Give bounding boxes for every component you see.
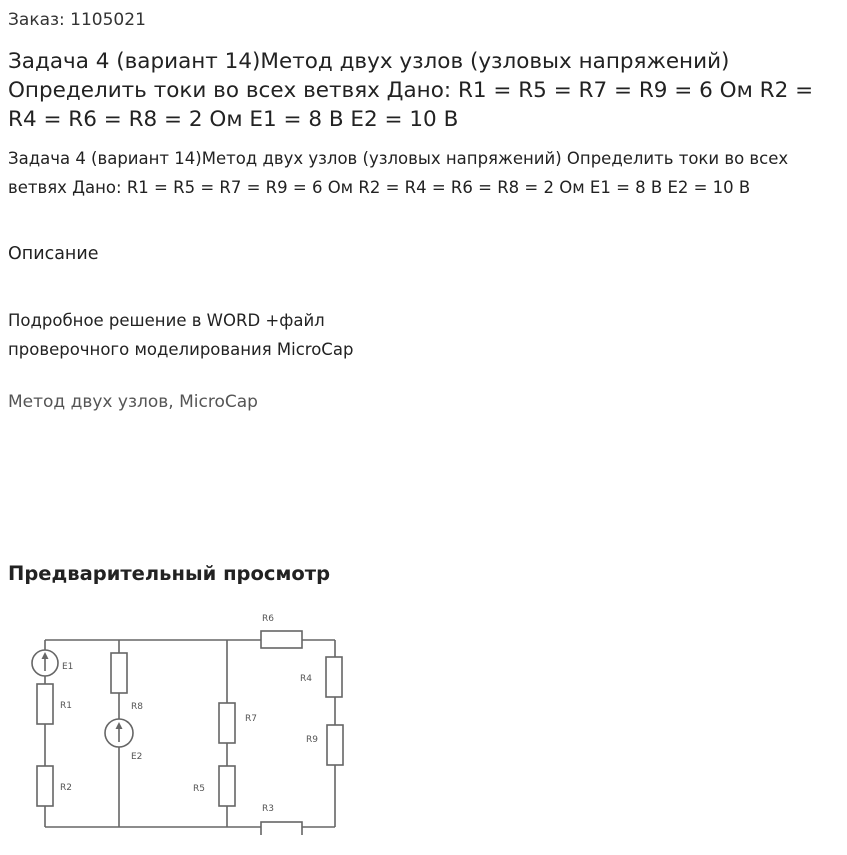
preview-heading: Предварительный просмотр — [8, 562, 331, 585]
resistor-r9 — [327, 725, 343, 765]
resistor-r1 — [37, 684, 53, 724]
order-number: Заказ: 1105021 — [8, 10, 146, 30]
tag-separator: , — [168, 392, 180, 412]
label-r1: R1 — [60, 701, 72, 711]
description-line-1: Подробное решение в WORD +файл — [8, 311, 325, 330]
voltage-source-e2 — [105, 719, 133, 747]
voltage-source-e1 — [32, 650, 58, 676]
label-r6: R6 — [262, 614, 274, 624]
description-text — [8, 307, 608, 364]
tag-list — [8, 392, 258, 412]
task-summary: Задача 4 (вариант 14)Метод двух узлов (узловых напряжений) Определить токи во всех ветвях Дано: R1 = R5 = R7 = R9 = 6 Ом R2 = R4 = R6 = R8 = 2 Ом E1 = 8 В E2 = 10 В — [8, 149, 789, 197]
circuit-resistors — [37, 631, 343, 835]
resistor-r7 — [219, 703, 235, 743]
label-r3: R3 — [262, 804, 274, 814]
label-e1: E1 — [62, 662, 74, 672]
resistor-r8 — [111, 653, 127, 693]
resistor-r5 — [219, 766, 235, 806]
page-title: Задача 4 (вариант 14)Метод двух узлов (узловых напряжений) Определить токи во всех ветвях Дано: R1 = R5 = R7 = R9 = 6 Ом R2 = R4 = R6 = R8 = 2 Ом E1 = 8 В E2 = 10 В — [8, 49, 814, 132]
label-r5: R5 — [193, 784, 205, 794]
circuit-preview-image — [18, 605, 348, 835]
resistor-r4 — [326, 657, 342, 697]
label-e2: E2 — [131, 752, 143, 762]
description-heading: Описание — [8, 244, 99, 264]
label-r7: R7 — [245, 714, 257, 724]
circuit-wires — [45, 640, 335, 827]
resistor-r6 — [261, 631, 302, 648]
circuit-diagram — [18, 605, 348, 835]
tag-link-microcap[interactable]: MicroCap — [179, 392, 258, 412]
description-line-2: проверочного моделирования MicroCap — [8, 339, 354, 359]
resistor-r2 — [37, 766, 53, 806]
resistor-r3 — [261, 822, 302, 835]
label-r9: R9 — [306, 735, 318, 745]
tag-link-two-node-method[interactable]: Метод двух узлов — [8, 392, 169, 412]
label-r8: R8 — [131, 702, 143, 712]
label-r4: R4 — [300, 674, 312, 684]
label-r2: R2 — [60, 783, 72, 793]
